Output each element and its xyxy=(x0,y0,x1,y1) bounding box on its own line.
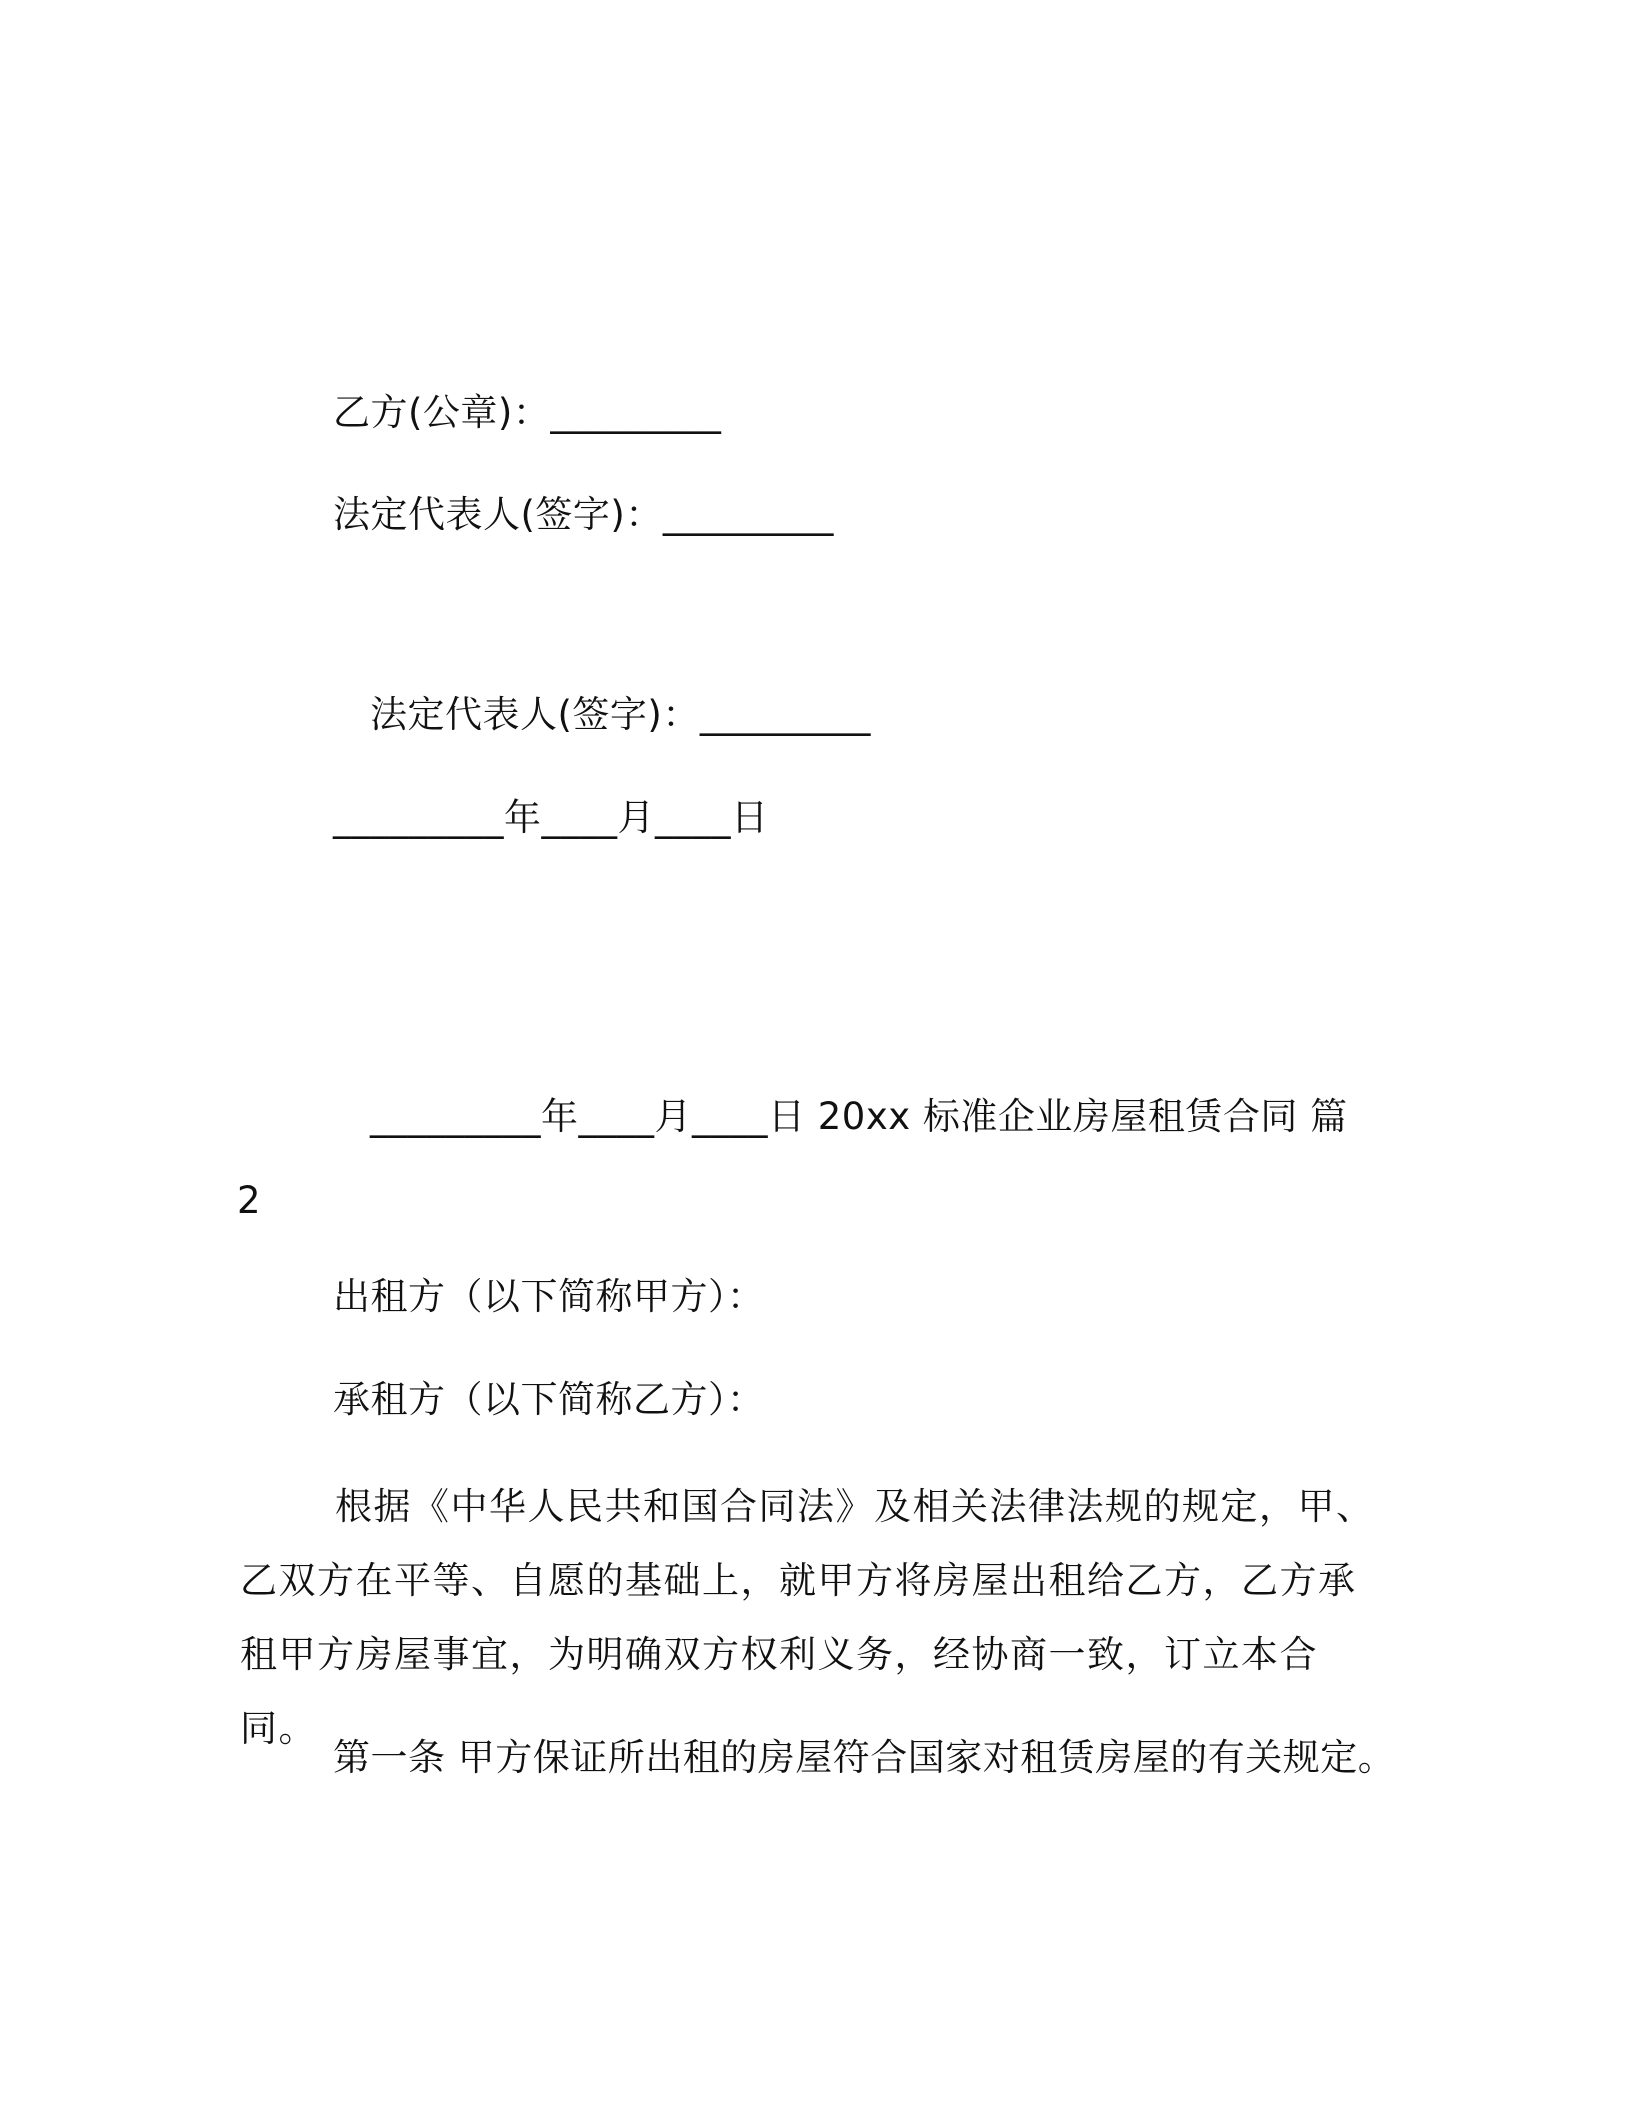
document-title-number: 2 xyxy=(237,1179,262,1222)
legal-rep-signature-line-2: 法定代表人(签字)：_________ xyxy=(370,693,871,736)
document-title-line: _________年____月____日 20xx 标准企业房屋租赁合同 篇 xyxy=(370,1095,1348,1138)
party-b-seal-line: 乙方(公章)：_________ xyxy=(333,391,722,434)
lessee-line: 承租方（以下简称乙方）： xyxy=(333,1378,765,1421)
preamble-text: 根据《中华人民共和国合同法》及相关法律法规的规定，甲、乙双方在平等、自愿的基础上，就甲方将房屋出租给乙方，乙方承租甲方房屋事宜，为明确双方权利义务，经协商一致，订立本合同。 xyxy=(240,1485,1375,1750)
legal-rep-signature-line: 法定代表人(签字)：_________ xyxy=(333,493,834,536)
preamble-paragraph xyxy=(240,1470,1380,1766)
signature-date-line: _________年____月____日 xyxy=(333,796,769,839)
article-1-line: 第一条 甲方保证所出租的房屋符合国家对租赁房屋的有关规定。 xyxy=(333,1736,1396,1779)
lessor-line: 出租方（以下简称甲方）： xyxy=(333,1275,765,1318)
